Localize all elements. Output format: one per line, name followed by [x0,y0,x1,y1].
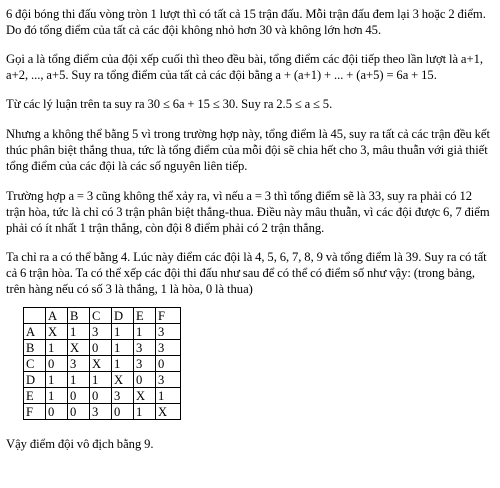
table-header-cell [24,308,46,324]
table-header-cell: F [156,308,181,324]
table-header-row [24,308,181,324]
paragraph-bounds: Từ các lý luận trên ta suy ra 30 ≤ 6a + 15 ≤ 30. Suy ra 2.5 ≤ a ≤ 5. [6,97,333,111]
table-row [24,324,181,340]
table-cell: 0 [90,388,112,404]
table-header-cell: A [46,308,68,324]
table-cell: D [24,372,46,388]
table-cell: 0 [156,356,181,372]
table-cell: B [24,340,46,356]
table-row [24,404,181,420]
table-header-cell: B [68,308,90,324]
table-header-cell: C [90,308,112,324]
table-cell: 1 [68,372,90,388]
table-cell: 0 [46,404,68,420]
table-cell: 3 [156,372,181,388]
table-cell: 1 [156,388,181,404]
table-cell: 1 [112,340,134,356]
paragraph-intro: 6 đội bóng thi đấu vòng tròn 1 lượt thì có tất cả 15 trận đấu. Mỗi trận đấu đem lại 3 hoặc 2 điểm. Do đó tổng điểm của tất cả các đội không nhỏ hơn 30 và không lớn hơn 45. [6,7,486,37]
table-cell: 0 [134,372,156,388]
table-cell: 1 [112,324,134,340]
table-cell: 3 [134,356,156,372]
table-cell: 0 [46,356,68,372]
table-cell: X [68,340,90,356]
table-cell: 3 [68,356,90,372]
table-header-cell: E [134,308,156,324]
table-cell: C [24,356,46,372]
table-cell: 1 [68,324,90,340]
table-cell: 1 [112,356,134,372]
table-cell: 1 [134,324,156,340]
table-cell: 0 [112,404,134,420]
table-cell: 3 [112,388,134,404]
table-cell: 0 [90,340,112,356]
paragraph-case-five: Nhưng a không thể bằng 5 vì trong trường hợp này, tổng điểm là 45, suy ra tất cả các trận đều kết thúc phân biệt thắng thua, tức là tổng điểm của mỗi đội sẽ chia hết cho 3, mâu thuẫn với giả thiết tổng điểm của các đội là các số nguyên liên tiếp. [6,127,490,173]
table-cell: 1 [90,372,112,388]
table-cell: 1 [46,340,68,356]
table-header-cell: D [112,308,134,324]
table-cell: X [90,356,112,372]
table-cell: X [156,404,181,420]
paragraph-conclusion: Vậy điểm đội vô địch bằng 9. [6,437,154,451]
table-cell: 3 [90,404,112,420]
table-row [24,356,181,372]
table-cell: X [46,324,68,340]
results-table [23,307,181,420]
table-cell: A [24,324,46,340]
table-cell: 3 [156,324,181,340]
table-row [24,340,181,356]
table-cell: 3 [90,324,112,340]
paragraph-case-three: Trường hợp a = 3 cũng không thể xảy ra, vì nếu a = 3 thì tổng điểm sẽ là 33, suy ra phải có 12 trận hòa, tức là chỉ có 3 trận phân biệt thắng-thua. Điều này mâu thuẫn, vì các đội được 6, 7 điểm phải có ít nhất 1 trận thắng, còn đội 8 điểm phải có 2 trận thắng. [6,189,490,235]
table-cell: 1 [46,372,68,388]
paragraph-case-four: Ta chỉ ra a có thể bằng 4. Lúc này điểm các đội là 4, 5, 6, 7, 8, 9 và tổng điểm là 39. Suy ra có tất cả 6 trận hòa. Ta có thể xếp các đội thi đấu như sau để có thể có điểm số như vậy: (trong bảng, trên hàng nếu có số 3 là thắng, 1 là hòa, 0 là thua) [6,250,487,296]
table-cell: X [134,388,156,404]
table-cell: 1 [46,388,68,404]
table-cell: 0 [68,388,90,404]
table-cell: 1 [134,404,156,420]
table-cell: 3 [156,340,181,356]
table-row [24,372,181,388]
table-cell: F [24,404,46,420]
table-cell: 3 [134,340,156,356]
table-row [24,388,181,404]
table-cell: X [112,372,134,388]
paragraph-setup: Gọi a là tổng điểm của đội xếp cuối thì theo đều bài, tổng điểm các đội tiếp theo lần lượt là a+1, a+2, ..., a+5. Suy ra tổng điểm của tất cả các đội bằng a + (a+1) + ... + (a+5) = 6a + 15. [6,52,484,82]
table-cell: E [24,388,46,404]
table-cell: 0 [68,404,90,420]
